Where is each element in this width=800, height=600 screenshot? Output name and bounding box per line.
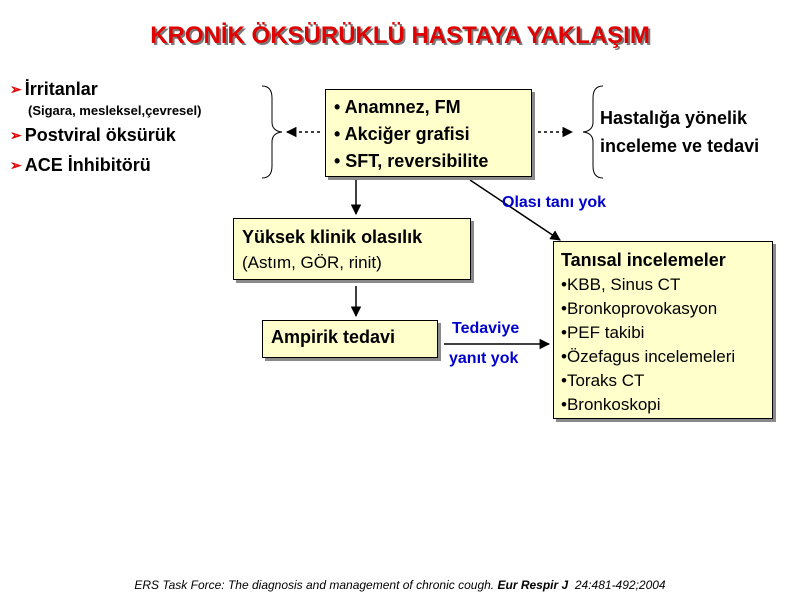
left-brace xyxy=(262,86,282,178)
high-probability-sub: (Astım, GÖR, rinit) xyxy=(242,253,382,272)
initial-evaluation-box xyxy=(325,89,532,177)
citation-text: ERS Task Force: The diagnosis and management of chronic cough. xyxy=(134,578,495,592)
cause-label: İrritanlar xyxy=(24,78,98,99)
disease-specific-text xyxy=(600,104,759,160)
diagnostic-item: •PEF takibi xyxy=(561,323,645,342)
arrow-bullet-icon: ➢ xyxy=(10,80,22,97)
diagnostic-item: •KBB, Sinus CT xyxy=(561,275,681,294)
diagnostic-item: •Toraks CT xyxy=(561,371,645,390)
high-probability-heading: Yüksek klinik olasılık xyxy=(242,227,423,247)
arrow-bullet-icon: ➢ xyxy=(10,156,22,173)
disease-specific-line2: inceleme ve tedavi xyxy=(600,136,760,156)
no-diagnosis-label: Olası tanı yok xyxy=(502,194,607,211)
high-probability-box xyxy=(233,218,471,280)
no-response-line1: Tedaviye xyxy=(452,320,520,337)
cause-label: Postviral öksürük xyxy=(24,124,176,145)
evaluation-item: • Anamnez, FM xyxy=(334,97,461,117)
diagnostic-item: •Özefagus incelemeleri xyxy=(561,347,736,366)
empiric-treatment-box: Ampirik tedavi xyxy=(262,320,438,358)
citation-journal: Eur Respir J xyxy=(497,578,569,592)
disease-specific-line1: Hastalığa yönelik xyxy=(600,108,748,128)
evaluation-item: • Akciğer grafisi xyxy=(334,124,470,144)
citation-footer xyxy=(0,578,800,592)
slide-title: KRONİK ÖKSÜRÜKLÜ HASTAYA YAKLAŞIM xyxy=(150,22,650,49)
cause-label: ACE İnhibitörü xyxy=(24,154,151,175)
cause-sublabel: (Sigara, mesleksel,çevresel) xyxy=(28,103,202,118)
arrow-bullet-icon: ➢ xyxy=(10,126,22,143)
diagnostic-item: •Bronkoskopi xyxy=(561,395,661,414)
diagnostic-tests-box xyxy=(553,241,773,419)
diagnostic-heading: Tanısal incelemeler xyxy=(561,250,726,270)
citation-volume: 24:481-492;2004 xyxy=(574,578,666,592)
diagnostic-item: •Bronkoprovokasyon xyxy=(561,299,718,318)
evaluation-item: • SFT, reversibilite xyxy=(334,151,489,171)
no-response-line2: yanıt yok xyxy=(449,350,519,367)
